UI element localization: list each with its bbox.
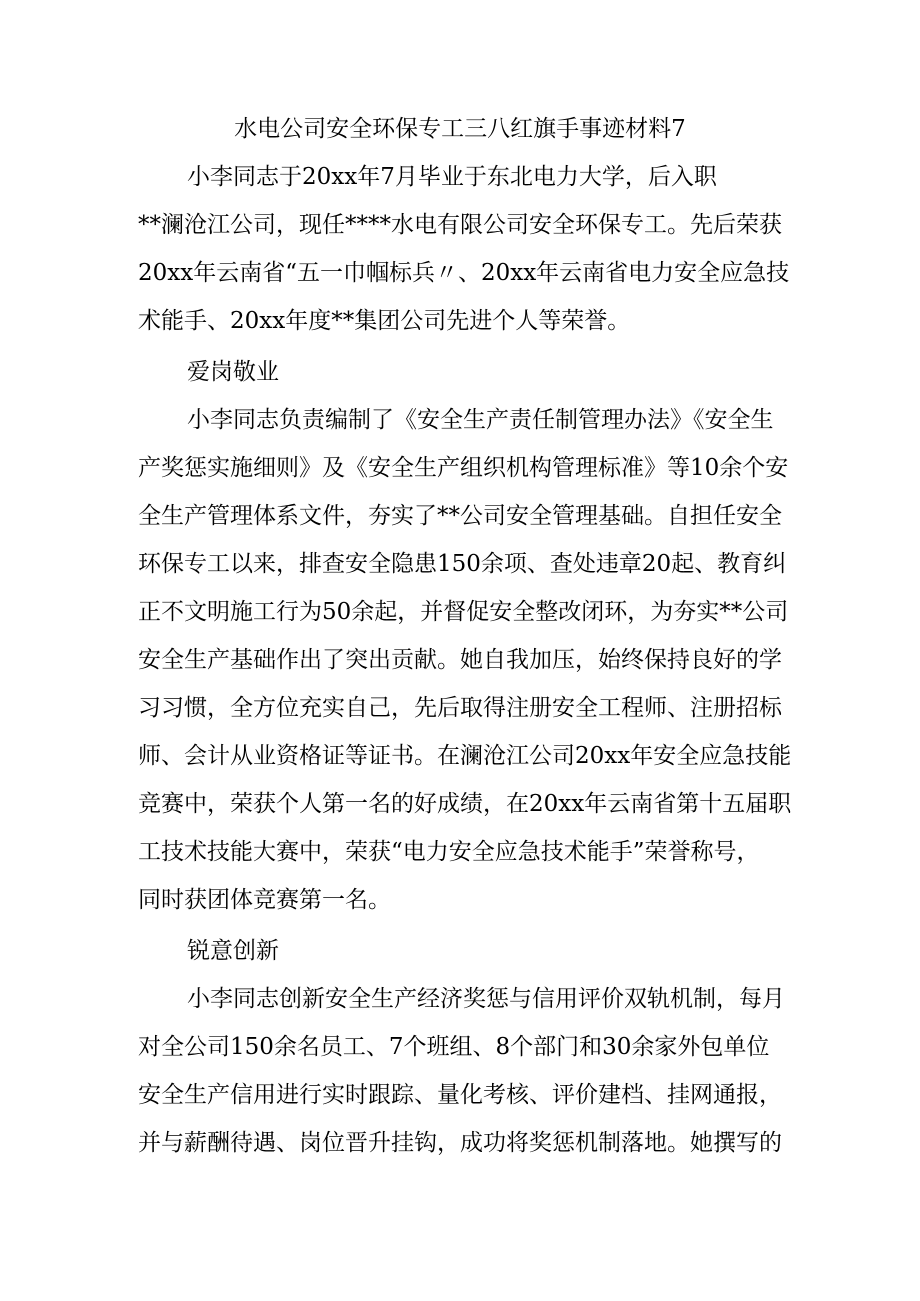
paragraph-line: 对全公司150余名员工、7个班组、8个部门和30余家外包单位: [138, 1034, 770, 1060]
paragraph-line: 产奖惩实施细则》及《安全生产组织机构管理标准》等10余个安: [138, 455, 789, 481]
paragraph-line: 同时获团体竞赛第一名。: [138, 887, 391, 913]
paragraph-line: 竞赛中，荣获个人第一名的好成绩，在20xx年云南省第十五届职: [138, 791, 792, 817]
paragraph-line: 工技术技能大赛中，荣获“电力安全应急技术能手”荣誉称号，: [138, 839, 760, 865]
paragraph-line: 习习惯，全方位充实自己，先后取得注册安全工程师、注册招标: [138, 695, 782, 721]
paragraph-line: 小李同志于20xx年7月毕业于东北电力大学，后入职: [187, 164, 717, 190]
paragraph-line: **澜沧江公司，现任****水电有限公司安全环保专工。先后荣获: [138, 212, 782, 238]
section-heading: 爱岗敬业: [187, 359, 279, 385]
paragraph-line: 师、会计从业资格证等证书。在澜沧江公司20xx年安全应急技能: [138, 743, 792, 769]
paragraph-line: 安全生产信用进行实时跟踪、量化考核、评价建档、挂网通报，: [138, 1082, 782, 1108]
paragraph-line: 术能手、20xx年度**集团公司先进个人等荣誉。: [138, 308, 631, 334]
paragraph-line: 小李同志创新安全生产经济奖惩与信用评价双轨机制，每月: [187, 986, 785, 1012]
paragraph-line: 并与薪酬待遇、岗位晋升挂钩，成功将奖惩机制落地。她撰写的: [138, 1130, 782, 1156]
section-heading: 锐意创新: [187, 938, 279, 964]
paragraph-line: 环保专工以来，排查安全隐患150余项、查处违章20起、教育纠: [138, 551, 787, 577]
paragraph-line: 正不文明施工行为50余起，并督促安全整改闭环，为夯实**公司: [138, 599, 789, 625]
paragraph-line: 全生产管理体系文件，夯实了**公司安全管理基础。自担任安全: [138, 503, 782, 529]
document-title: 水电公司安全环保专工三八红旗手事迹材料7: [234, 116, 686, 142]
paragraph-line: 小李同志负责编制了《安全生产责任制管理办法》《安全生: [187, 407, 774, 433]
paragraph-line: 安全生产基础作出了突出贡献。她自我加压，始终保持良好的学: [138, 647, 782, 673]
paragraph-line: 20xx年云南省“五一巾帼标兵〃、20xx年云南省电力安全应急技: [138, 260, 790, 286]
